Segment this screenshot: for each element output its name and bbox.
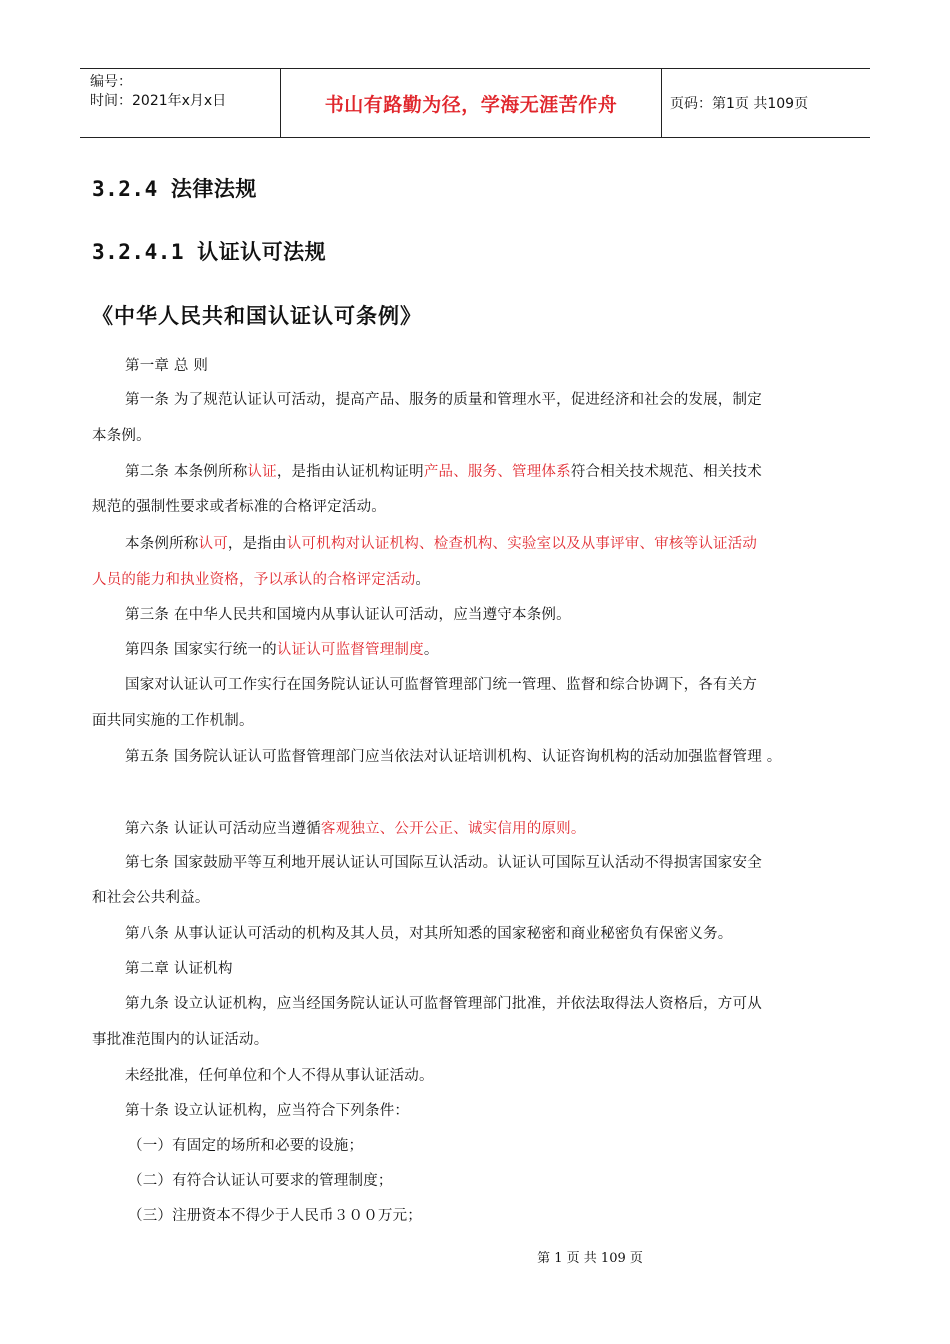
- chapter-heading: 第一章 总 则: [125, 358, 209, 374]
- text-run: 第二条 本条例所称: [125, 464, 248, 480]
- page-header: [80, 68, 870, 138]
- paragraph-line: 本条例。: [92, 428, 151, 444]
- paragraph-line: [92, 532, 870, 553]
- chapter-heading: 第二章 认证机构: [125, 961, 233, 977]
- paragraph-line: 国家对认证认可工作实行在国务院认证认可监督管理部门统一管理、监督和综合协调下，各有关方: [125, 677, 758, 693]
- header-motto: 书山有路勤为径，学海无涯苦作舟: [281, 69, 662, 137]
- text-run: 第四条 国家实行统一的: [125, 642, 277, 658]
- footer-page-number: 第 1 页 共 109 页: [537, 1251, 643, 1266]
- highlighted-term: 认可机构对认证机构、检查机构、实验室以及从事评审、审核等认证活动: [286, 536, 758, 552]
- header-meta: [80, 69, 281, 137]
- list-item: （一）有固定的场所和必要的设施；: [128, 1138, 364, 1154]
- text-run: 。: [423, 642, 439, 658]
- number-label: 编号：: [90, 74, 132, 90]
- paragraph-line: 第十条 设立认证机构，应当符合下列条件：: [125, 1103, 410, 1119]
- date-label: 时间：2021年x月x日: [90, 93, 227, 109]
- text-run: 本条例所称: [125, 536, 199, 552]
- paragraph-line: [92, 568, 870, 589]
- paragraph-line: 规范的强制性要求或者标准的合格评定活动。: [92, 499, 386, 515]
- text-run: ，是指由: [227, 536, 287, 552]
- list-item: （二）有符合认证认可要求的管理制度；: [128, 1173, 393, 1189]
- text-run: 。: [415, 572, 431, 588]
- section-heading: 3.2.4 法律法规: [92, 177, 257, 201]
- paragraph-line: [92, 817, 870, 838]
- subsection-heading: 3.2.4.1 认证认可法规: [92, 240, 327, 264]
- paragraph-line: 未经批准，任何单位和个人不得从事认证活动。: [125, 1068, 434, 1084]
- paragraph-line: 面共同实施的工作机制。: [92, 713, 254, 729]
- paragraph-line: 第七条 国家鼓励平等互利地开展认证认可国际互认活动。认证认可国际互认活动不得损害国家安全: [125, 855, 762, 871]
- text-run: ，是指由认证机构证明: [276, 464, 424, 480]
- list-item: （三）注册资本不得少于人民币３００万元；: [128, 1208, 422, 1224]
- paragraph-line: 第一条 为了规范认证认可活动，提高产品、服务的质量和管理水平，促进经济和社会的发展，制定: [125, 392, 762, 408]
- highlighted-term: 客观独立、公开公正、诚实信用的原则。: [320, 821, 586, 837]
- highlighted-term: 人员的能力和执业资格，予以承认的合格评定活动: [92, 572, 416, 588]
- regulation-title: 《中华人民共和国认证认可条例》: [92, 304, 422, 328]
- paragraph-line: 第五条 国务院认证认可监督管理部门应当依法对认证培训机构、认证咨询机构的活动加强监督管理 。: [125, 749, 782, 765]
- highlighted-term: 认证: [247, 464, 277, 480]
- paragraph-line: [92, 460, 870, 481]
- paragraph-line: [92, 638, 870, 659]
- paragraph-line: 和社会公共利益。: [92, 890, 210, 906]
- paragraph-line: 第三条 在中华人民共和国境内从事认证认可活动，应当遵守本条例。: [125, 607, 571, 623]
- paragraph-line: 第九条 设立认证机构，应当经国务院认证认可监督管理部门批准，并依法取得法人资格后，方可从: [125, 996, 762, 1012]
- highlighted-term: 产品、服务、管理体系: [423, 464, 571, 480]
- highlighted-term: 认证认可监督管理制度: [276, 642, 424, 658]
- header-page-info: 页码：第1页 共109页: [670, 96, 809, 112]
- text-run: 符合相关技术规范、相关技术: [570, 464, 762, 480]
- paragraph-line: 第八条 从事认证认可活动的机构及其人员，对其所知悉的国家秘密和商业秘密负有保密义务。: [125, 926, 733, 942]
- paragraph-line: 事批准范围内的认证活动。: [92, 1032, 269, 1048]
- highlighted-term: 认可: [198, 536, 228, 552]
- page-footer: [0, 1247, 950, 1266]
- text-run: 第六条 认证认可活动应当遵循: [125, 821, 321, 837]
